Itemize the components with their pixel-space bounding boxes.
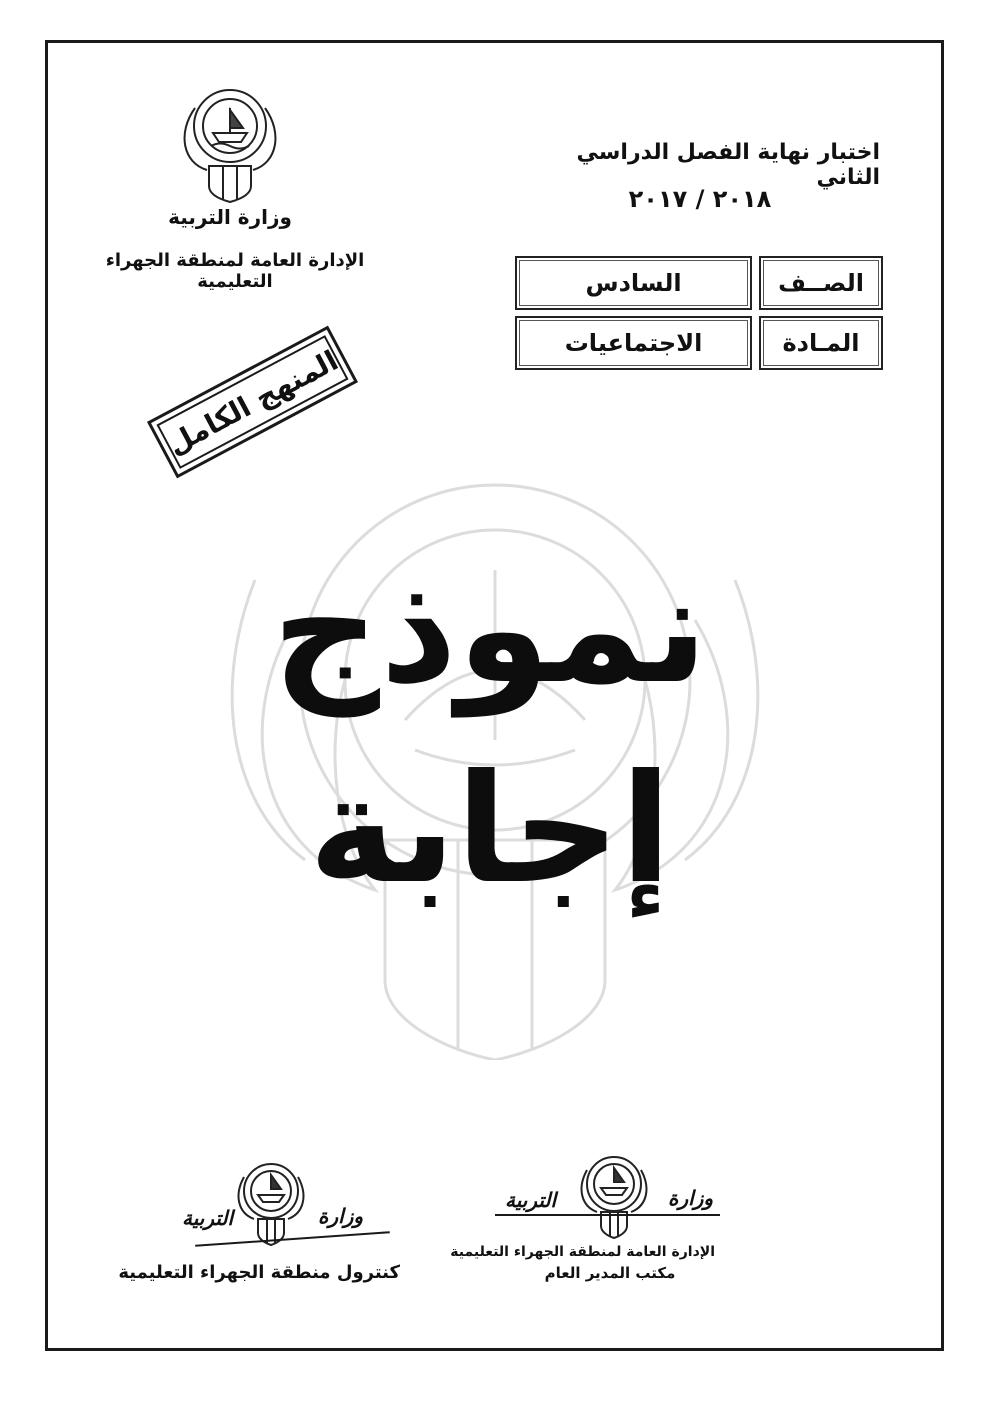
ministry-name: وزارة التربية: [168, 205, 292, 229]
kuwait-emblem-icon: [175, 78, 285, 203]
director-seal-line: [495, 1214, 720, 1216]
director-seal-caption-line1: الإدارة العامة لمنطقة الجهراء التعليمية: [450, 1244, 715, 1260]
department-name: الإدارة العامة لمنطقة الجهراء التعليمية: [105, 250, 365, 292]
control-seal-ministry-part1: وزارة: [318, 1204, 364, 1228]
director-seal-caption-line2: مكتب المدير العام: [544, 1264, 676, 1282]
control-seal-ministry-part2: التربية: [182, 1206, 234, 1230]
control-seal-caption: كنترول منطقة الجهراء التعليمية: [118, 1262, 400, 1283]
director-seal-ministry-part1: وزارة: [668, 1186, 714, 1210]
subject-value: الاجتماعيات: [564, 329, 703, 357]
subject-label: المـادة: [782, 329, 860, 357]
grade-value-cell: [515, 256, 752, 310]
grade-label: الصــف: [778, 269, 864, 297]
answer-model-line2: إجابة: [308, 743, 672, 917]
answer-model-line1: نموذج: [271, 543, 708, 717]
exam-title: اختبار نهاية الفصل الدراسي الثاني: [576, 140, 880, 190]
grade-label-cell: [759, 256, 883, 310]
subject-label-cell: [759, 316, 883, 370]
director-seal-emblem-icon: [575, 1148, 653, 1240]
exam-year: ٢٠١٨ / ٢٠١٧: [628, 185, 772, 213]
control-seal-emblem-icon: [232, 1155, 310, 1247]
grade-value: السادس: [585, 269, 682, 297]
stamp-text: المنهج الكامل: [161, 343, 344, 461]
subject-value-cell: [515, 316, 752, 370]
director-seal-ministry-part2: التربية: [505, 1188, 557, 1212]
